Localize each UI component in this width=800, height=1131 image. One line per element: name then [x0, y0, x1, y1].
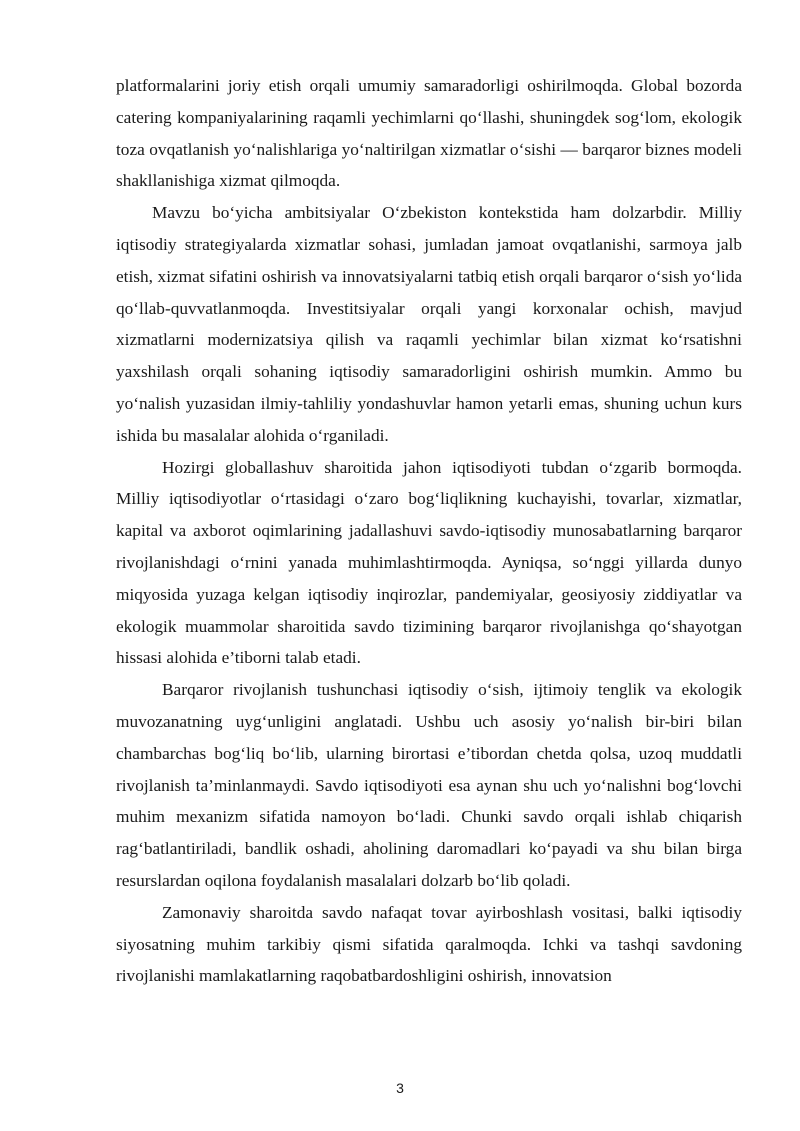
paragraph-2: Mavzu bo‘yicha ambitsiyalar O‘zbekiston kontekstida ham dolzarbdir. Milliy iqtisodiy strategiyalarda xizmatlar sohasi, jumladan jamoat ovqatlanishi, sarmoya jalb etish, xizmat sifatini oshirish va innovatsiyalarni tatbiq etish orqali barqaror o‘sish yo‘lida qo‘llab-quvvatlanmoqda. Investitsiyalar orqali yangi korxonalar ochish, mavjud xizmatlarni modernizatsiya qilish va raqamli yechimlar bilan xizmat ko‘rsatishni yaxshilash orqali sohaning iqtisodiy samaradorligini oshirish mumkin. Ammo bu yo‘nalish yuzasidan ilmiy-tahliliy yondashuvlar hamon yetarli emas, shuning uchun kurs ishida bu masalalar alohida o‘rganiladi. [116, 203, 742, 445]
page-number: 3 [396, 1080, 404, 1096]
document-body [116, 70, 742, 992]
paragraph-5: Zamonaviy sharoitda savdo nafaqat tovar ayirboshlash vositasi, balki iqtisodiy siyosatning muhim tarkibiy qismi sifatida qaralmoqda. Ichki va tashqi savdoning rivojlanishi mamlakatlarning raqobatbardoshligini oshirish, innovatsion [116, 902, 742, 986]
paragraph-1: platformalarini joriy etish orqali umumiy samaradorligi oshirilmoqda. Global bozorda catering kompaniyalarining raqamli yechimlarni qo‘llashi, shuningdek sog‘lom, ekologik toza ovqatlanish yo‘nalishlariga yo‘naltirilgan xizmatlar o‘sishi — barqaror biznes modeli shakllanishiga xizmat qilmoqda. [116, 76, 742, 191]
paragraph-4: Barqaror rivojlanish tushunchasi iqtisodiy o‘sish, ijtimoiy tenglik va ekologik muvozanatning uyg‘unligini anglatadi. Ushbu uch asosiy yo‘nalish bir-biri bilan chambarchas bog‘liq bo‘lib, ularning birortasi e’tibordan chetda qolsa, uzoq muddatli rivojlanish ta’minlanmaydi. Savdo iqtisodiyoti esa aynan shu uch yo‘nalishni bog‘lovchi muhim mexanizm sifatida namoyon bo‘ladi. Chunki savdo orqali ishlab chiqarish rag‘batlantiriladi, bandlik oshadi, aholining daromadlari ko‘payadi va shu bilan birga resurslardan oqilona foydalanish masalalari dolzarb bo‘lib qoladi. [116, 680, 742, 890]
paragraph-3: Hozirgi globallashuv sharoitida jahon iqtisodiyoti tubdan o‘zgarib bormoqda. Milliy iqtisodiyotlar o‘rtasidagi o‘zaro bog‘liqlikning kuchayishi, tovarlar, xizmatlar, kapital va axborot oqimlarining jadallashuvi savdo-iqtisodiy munosabatlarning barqaror rivojlanishdagi o‘rnini yanada muhimlashtirmoqda. Ayniqsa, so‘nggi yillarda dunyo miqyosida yuzaga kelgan iqtisodiy inqirozlar, pandemiyalar, geosiyosiy ziddiyatlar va ekologik muammolar sharoitida savdo tizimining barqaror rivojlanishga qo‘shayotgan hissasi alohida e’tiborni talab etadi. [116, 457, 742, 668]
